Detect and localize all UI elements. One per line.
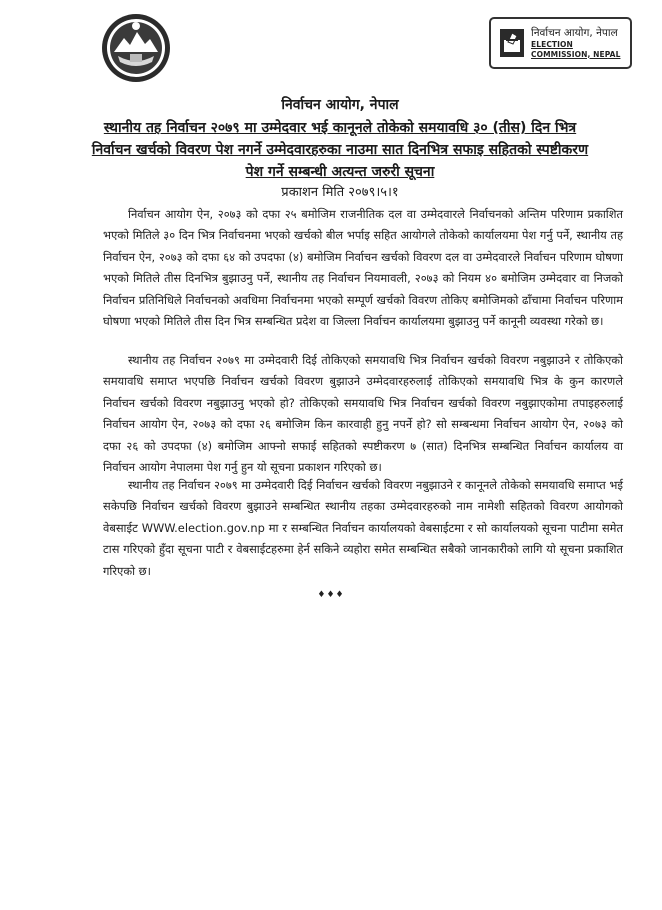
notice-title-line3: पेश गर्ने सम्बन्धी अत्यन्त जरुरी सूचना	[245, 164, 435, 180]
end-of-notice-mark: ♦♦♦	[317, 590, 345, 600]
notice-title-line1: स्थानीय तह निर्वाचन २०७९ मा उम्मेदवार भई कानूनले तोकेको समयावधि ३० (तीस) दिन भित्र	[103, 120, 577, 136]
ballot-box-icon	[499, 28, 525, 58]
organization-heading: निर्वाचन आयोग, नेपाल	[281, 97, 399, 113]
notice-paragraph-2: स्थानीय तह निर्वाचन २०७९ मा उम्मेदवारी दिई तोकिएको समयावधि भित्र निर्वाचन खर्चको विवरण नबुझाउने र तोकिएको समयावधि समाप्त भएपछि निर्वाचन खर्चको विवरण बुझाउने उम्मेदवारहरुलाई तोकिएको समयावधि भित्र के कुन कारणले निर्वाचन खर्चको विवरण नबुझाउनु भएको हो? तोकिएको समयावधि भित्र निर्वाचन खर्चको विवरण नबुझाएकोमा तपाइहरुलाई निर्वाचन आयोग ऐन, २०७३ को दफा २६ बमोजिम किन कारवाही हुनु नपर्ने हो? सो सम्बन्धमा निर्वाचन आयोग ऐन, २०७३ को दफा २६ को उपदफा (४) बमोजिम आफ्नो सफाई सहितको स्पष्टीकरण ७ (सात) दिनभित्र सम्बन्धित निर्वाचन कार्यालय वा निर्वाचन आयोग नेपालमा पेश गर्नु हुन यो सूचना प्रकाशन गरिएको छ।	[103, 353, 623, 475]
notice-paragraph-3: स्थानीय तह निर्वाचन २०७९ मा उम्मेदवारी दिई निर्वाचन खर्चको विवरण नबुझाउने र कानूनले तोकेको समयावधि समाप्त भई सकेपछि निर्वाचन खर्चको विवरण बुझाउने सम्बन्धित स्थानीय तहका उम्मेदवारहरुको नाम नामेशी सहितको विवरण आयोगको वेबसाईट WWW.election.gov.np मा र सम्बन्धित निर्वाचन कार्यालयको वेबसाईटमा र सो कार्यालयको सूचना पाटीमा समेत टास गरिएको हुँदा सूचना पाटी र वेबसाईटहरुमा हेर्न सकिने व्यहोरा समेत सम्बन्धित सबैको जानकारीको लागि यो सूचना प्रकाशित गरिएको छ।	[103, 478, 623, 578]
logo-name-nepali: निर्वाचन आयोग, नेपाल	[531, 27, 618, 40]
logo-name-english: ELECTION COMMISSION, NEPAL	[531, 40, 621, 59]
nepal-government-emblem-icon	[100, 12, 172, 84]
notice-paragraph-1: निर्वाचन आयोग ऐन, २०७३ को दफा २५ बमोजिम राजनीतिक दल वा उम्मेदवारले निर्वाचनको अन्तिम परिणाम प्रकाशित भएको मितिले ३० दिन भित्र निर्वाचनमा भएको खर्चको बील भर्पाइ सहित आयोगले तोकेको कार्यालयमा पेश गर्नु पर्ने, स्थानीय तह निर्वाचन ऐन, २०७३ को दफा ६४ को उपदफा (४) बमोजिम निर्वाचन खर्चको विवरण दल वा उम्मेदवारले निर्वाचन परिणाम घोषणा भएको मितिले तीस दिनभित्र बुझाउनु पर्ने, स्थानीय तह निर्वाचन नियमावली, २०७३ को नियम ४० बमोजिम उम्मेदवार वा निजको निर्वाचन प्रतिनिधिले निर्वाचनको अवधिमा निर्वाचनमा भएको सम्पूर्ण खर्चको विवरण तोकिए बमोजिमको ढाँचामा निर्वाचन परिणाम घोषणा भएको मितिले तीस दिन भित्र सम्बन्धित प्रदेश वा जिल्ला निर्वाचन कार्यालयमा बुझाउनु पर्ने कानूनी व्यवस्था गरेको छ।	[103, 207, 623, 329]
publication-date: प्रकाशन मिति २०७९।५।१	[281, 185, 399, 200]
notice-title-line2: निर्वाचन खर्चको विवरण पेश नगर्ने उम्मेदवारहरुका नाउमा सात दिनभित्र सफाइ सहितको स्पष्टीकरण	[91, 142, 589, 158]
election-commission-logo	[489, 17, 632, 69]
